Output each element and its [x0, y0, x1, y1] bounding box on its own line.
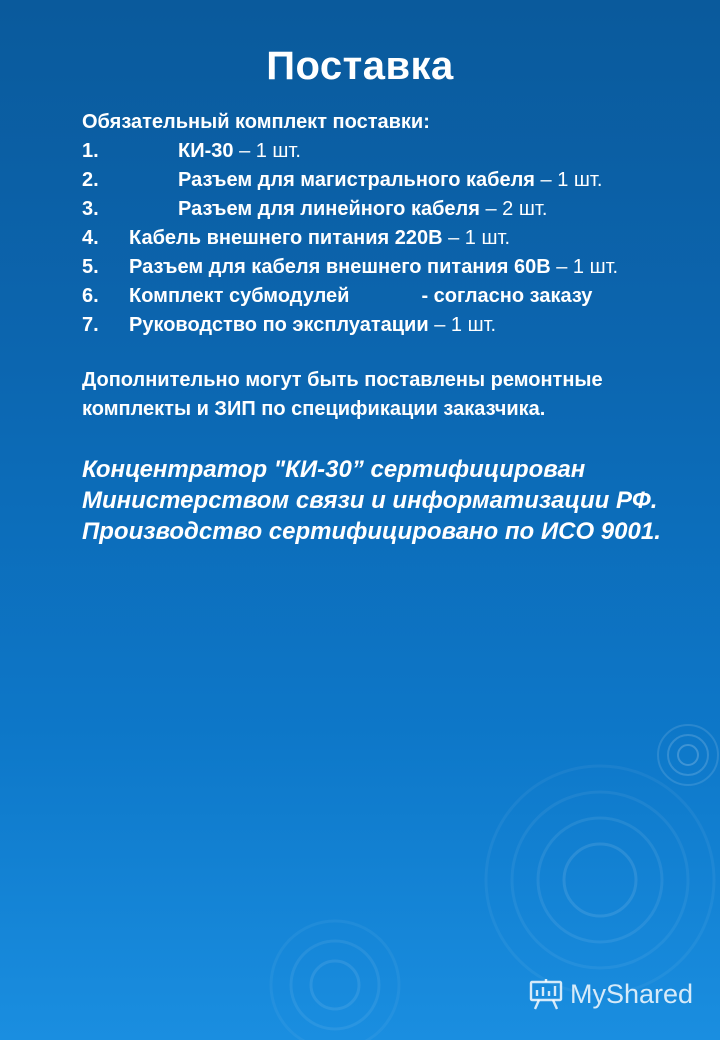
- list-item: [82, 224, 682, 253]
- list-item: [82, 311, 682, 340]
- item-qty: – 1 шт.: [434, 314, 497, 336]
- item-number: 2.: [82, 169, 99, 191]
- item-number: 6.: [82, 285, 99, 307]
- item-qty: – 1 шт.: [239, 140, 301, 162]
- list-item: [82, 137, 682, 166]
- certification-text: Концентратор "КИ-30” сертифицирован Министерством связи и информатизации РФ.: [82, 456, 658, 514]
- list-item: [82, 253, 682, 282]
- item-name: Кабель внешнего питания 220В: [129, 227, 443, 249]
- additional-text: Дополнительно могут быть поставлены ремонтные комплекты и ЗИП по спецификации заказчика.: [82, 369, 603, 420]
- item-name: Разъем для магистрального кабеля: [178, 169, 535, 191]
- item-name: Руководство по эксплуатации: [129, 314, 429, 336]
- watermark-logo: [528, 976, 693, 1012]
- item-name: Комплект субмодулей: [129, 285, 350, 307]
- item-qty: – 1 шт.: [540, 169, 603, 191]
- item-number: 4.: [82, 227, 99, 249]
- item-name: Разъем для линейного кабеля: [178, 198, 480, 220]
- slide-title: Поставка: [266, 44, 454, 88]
- item-number: 7.: [82, 314, 99, 336]
- production-certification-text: Производство сертифицировано по ИСО 9001.: [82, 518, 661, 545]
- item-number: 3.: [82, 198, 99, 220]
- presentation-board-icon: [528, 978, 564, 1010]
- item-name: Разъем для кабеля внешнего питания 60В: [129, 256, 551, 278]
- item-qty: – 1 шт.: [556, 256, 619, 278]
- intro-text: Обязательный комплект поставки:: [82, 111, 430, 133]
- item-number: 5.: [82, 256, 99, 278]
- watermark-text: MyShared: [570, 978, 694, 1009]
- list-item: [82, 282, 682, 311]
- item-qty: – 1 шт.: [448, 227, 510, 249]
- item-name: КИ-30: [178, 140, 234, 162]
- item-number: 1.: [82, 140, 99, 162]
- list-item: [82, 166, 682, 195]
- item-qty: - согласно заказу: [421, 285, 593, 307]
- list-item: [82, 195, 682, 224]
- item-qty: – 2 шт.: [485, 198, 548, 220]
- slide-body: [82, 108, 682, 547]
